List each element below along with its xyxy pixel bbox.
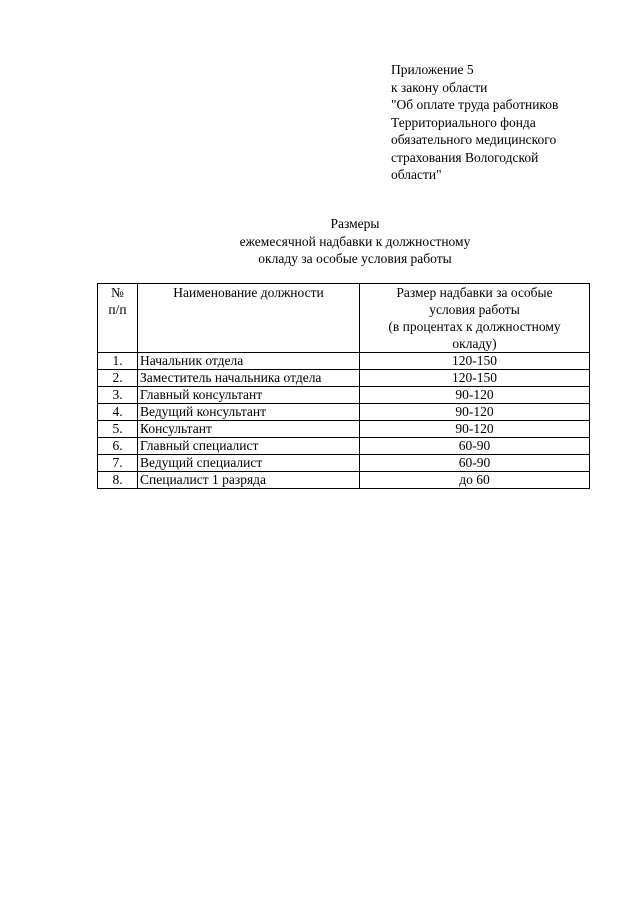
row-position: Консультант — [138, 421, 360, 438]
appendix-line: обязательного медицинского — [391, 132, 557, 147]
header-allowance-line: Размер надбавки за особые — [396, 285, 553, 300]
row-number: 1. — [98, 353, 138, 370]
row-position: Ведущий специалист — [138, 455, 360, 472]
appendix-line: области" — [391, 167, 442, 182]
title-line: Размеры — [330, 216, 380, 231]
title-line: окладу за особые условия работы — [258, 251, 452, 266]
row-number: 8. — [98, 472, 138, 489]
allowance-table — [97, 283, 590, 489]
title-line: ежемесячной надбавки к должностному — [239, 233, 471, 249]
appendix-line: "Об оплате труда работников — [391, 97, 559, 112]
table-row — [98, 472, 590, 489]
row-number: 2. — [98, 370, 138, 387]
row-position: Главный консультант — [138, 387, 360, 404]
table-row — [98, 421, 590, 438]
header-number-line: № — [111, 285, 124, 300]
header-allowance-line: окладу) — [452, 336, 497, 351]
row-number: 3. — [98, 387, 138, 404]
row-number: 5. — [98, 421, 138, 438]
row-allowance: 90-120 — [360, 404, 590, 421]
header-allowance-line: условия работы — [429, 302, 520, 317]
table-row — [98, 438, 590, 455]
row-allowance: 90-120 — [360, 387, 590, 404]
header-position-line: Наименование должности — [173, 285, 324, 300]
row-position: Ведущий консультант — [138, 404, 360, 421]
table-row — [98, 387, 590, 404]
row-position: Специалист 1 разряда — [138, 472, 360, 489]
row-position: Главный специалист — [138, 438, 360, 455]
row-allowance: до 60 — [360, 472, 590, 489]
appendix-line: Территориального фонда — [391, 114, 536, 130]
header-allowance — [360, 284, 590, 353]
row-allowance: 120-150 — [360, 353, 590, 370]
appendix-line: Приложение 5 — [391, 62, 474, 77]
row-number: 7. — [98, 455, 138, 472]
appendix-reference — [391, 61, 631, 184]
row-allowance: 60-90 — [360, 438, 590, 455]
row-number: 6. — [98, 438, 138, 455]
row-allowance: 90-120 — [360, 421, 590, 438]
header-number-line: п/п — [108, 302, 127, 317]
appendix-line: к закону области — [391, 79, 488, 95]
row-position: Начальник отдела — [138, 353, 360, 370]
header-allowance-line: (в процентах к должностному — [388, 319, 561, 334]
appendix-line: страхования Вологодской — [391, 149, 539, 165]
table-row — [98, 404, 590, 421]
table-row — [98, 370, 590, 387]
table-header-row — [98, 284, 590, 353]
table-row — [98, 353, 590, 370]
row-allowance: 120-150 — [360, 370, 590, 387]
row-position: Заместитель начальника отдела — [138, 370, 360, 387]
document-title — [0, 215, 640, 268]
header-number — [98, 284, 138, 353]
header-position — [138, 284, 360, 353]
row-allowance: 60-90 — [360, 455, 590, 472]
table-row — [98, 455, 590, 472]
row-number: 4. — [98, 404, 138, 421]
